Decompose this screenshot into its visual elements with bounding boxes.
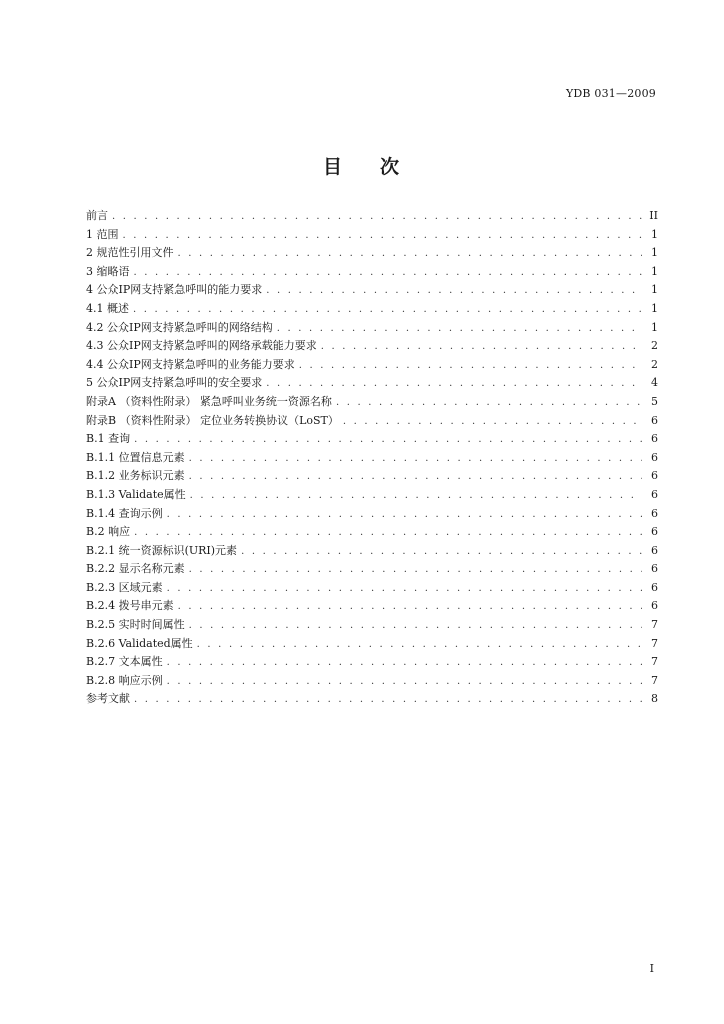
- toc-entry[interactable]: [86, 412, 658, 431]
- toc-entry[interactable]: [86, 337, 658, 356]
- toc-entry-page: 6: [651, 599, 658, 613]
- toc-leader-dots: [167, 580, 642, 599]
- toc-title-left: 目: [322, 156, 344, 178]
- document-code: YDB 031—2009: [565, 87, 656, 100]
- toc-entry-label: 前言: [86, 209, 108, 222]
- toc-entry-label: B.1.2 业务标识元素: [86, 469, 185, 483]
- toc-entry-label: 4.1 概述: [86, 301, 129, 315]
- toc-entry-label: B.2.3 区域元素: [86, 580, 163, 594]
- toc-leader-dots: [167, 506, 642, 525]
- toc-entry-page: 6: [651, 580, 658, 594]
- toc-entry-page: 6: [651, 432, 658, 446]
- toc-entry-page: 6: [651, 450, 658, 464]
- toc-entry[interactable]: [86, 226, 658, 245]
- toc-title-right: 次: [380, 156, 402, 178]
- toc-entry[interactable]: [86, 505, 658, 524]
- toc-entry-label: 1 范围: [86, 227, 119, 241]
- toc-leader-dots: [336, 394, 642, 413]
- toc-entry-page: 1: [651, 264, 658, 278]
- toc-leader-dots: [343, 413, 642, 432]
- toc-entry[interactable]: [86, 486, 658, 505]
- toc-entry-label: B.2.8 响应示例: [86, 673, 163, 687]
- toc-entry-page: 1: [651, 227, 658, 241]
- toc-leader-dots: [189, 450, 642, 469]
- toc-entry-label: 参考文献: [86, 692, 130, 706]
- toc-entry[interactable]: [86, 672, 658, 691]
- toc-entry[interactable]: [86, 300, 658, 319]
- toc-leader-dots: [189, 561, 642, 580]
- toc-entry-page: 6: [651, 469, 658, 483]
- toc-entry[interactable]: [86, 263, 658, 282]
- toc-entry-page: 7: [651, 618, 658, 632]
- toc-leader-dots: [266, 282, 642, 301]
- toc-leader-dots: [189, 468, 642, 487]
- toc-leader-dots: [134, 524, 642, 543]
- toc-entry-page: 1: [651, 246, 658, 260]
- toc-entry-page: 7: [651, 655, 658, 669]
- toc-entry-label: 5 公众IP网支持紧急呼叫的安全要求: [86, 376, 263, 390]
- toc-leader-dots: [123, 227, 643, 246]
- toc-entry-label: B.1.3 Validate属性: [86, 487, 186, 501]
- toc-entry-page: 6: [651, 562, 658, 576]
- toc-entry-label: 4.4 公众IP网支持紧急呼叫的业务能力要求: [86, 357, 295, 371]
- toc-entry-label: B.2 响应: [86, 525, 131, 539]
- toc-leader-dots: [178, 245, 643, 264]
- toc-leader-dots: [190, 487, 642, 506]
- toc-entry-label: B.1.1 位置信息元素: [86, 450, 185, 464]
- toc-entry-label: 3 缩略语: [86, 264, 130, 278]
- toc-entry-label: 4.3 公众IP网支持紧急呼叫的网络承载能力要求: [86, 339, 317, 353]
- toc-leader-dots: [134, 431, 642, 450]
- toc-entry-page: 1: [651, 320, 658, 334]
- toc-entry[interactable]: [86, 319, 658, 338]
- toc-entry-page: 7: [651, 673, 658, 687]
- toc-entry[interactable]: [86, 635, 658, 654]
- toc-leader-dots: [266, 375, 642, 394]
- toc-entry-page: 6: [651, 413, 658, 427]
- toc-entry-label: B.1 查询: [86, 432, 131, 446]
- toc-entry[interactable]: [86, 281, 658, 300]
- toc-entry-page: 2: [651, 339, 658, 353]
- toc-entry[interactable]: [86, 579, 658, 598]
- toc-leader-dots: [299, 357, 642, 376]
- toc-entry-page: 6: [651, 543, 658, 557]
- toc-leader-dots: [189, 617, 642, 636]
- toc-entry-label: B.2.7 文本属性: [86, 655, 163, 669]
- toc-list: [86, 207, 658, 709]
- toc-entry-page: 6: [651, 487, 658, 501]
- toc-entry-label: 附录A （资料性附录） 紧急呼叫业务统一资源名称: [86, 394, 332, 408]
- toc-leader-dots: [134, 264, 643, 283]
- toc-leader-dots: [277, 320, 642, 339]
- toc-entry-label: B.1.4 查询示例: [86, 506, 163, 520]
- toc-entry-label: B.2.6 Validated属性: [86, 636, 193, 650]
- toc-leader-dots: [197, 636, 642, 655]
- toc-entry[interactable]: [86, 449, 658, 468]
- toc-entry-page: II: [649, 209, 658, 222]
- toc-entry-label: 2 规范性引用文件: [86, 246, 174, 260]
- toc-entry-page: 6: [651, 506, 658, 520]
- toc-entry[interactable]: [86, 616, 658, 635]
- toc-leader-dots: [167, 673, 642, 692]
- toc-entry-page: 1: [651, 283, 658, 297]
- page-number: I: [649, 962, 654, 975]
- toc-entry[interactable]: [86, 207, 658, 226]
- toc-leader-dots: [167, 654, 642, 673]
- toc-entry[interactable]: [86, 374, 658, 393]
- toc-entry[interactable]: [86, 560, 658, 579]
- toc-entry-label: B.2.2 显示名称元素: [86, 562, 185, 576]
- toc-entry[interactable]: [86, 356, 658, 375]
- toc-entry[interactable]: [86, 597, 658, 616]
- toc-leader-dots: [321, 338, 642, 357]
- toc-leader-dots: [134, 691, 642, 710]
- toc-leader-dots: [133, 301, 642, 320]
- toc-entry[interactable]: [86, 523, 658, 542]
- toc-leader-dots: [241, 543, 642, 562]
- toc-entry-label: 4.2 公众IP网支持紧急呼叫的网络结构: [86, 320, 273, 334]
- toc-entry[interactable]: [86, 467, 658, 486]
- toc-entry-page: 8: [651, 692, 658, 706]
- toc-entry-page: 2: [651, 357, 658, 371]
- toc-entry[interactable]: [86, 393, 658, 412]
- toc-entry-page: 5: [651, 394, 658, 408]
- toc-entry-page: 4: [651, 376, 658, 390]
- toc-title: [0, 152, 724, 179]
- toc-leader-dots: [112, 208, 642, 227]
- toc-entry-label: 附录B （资料性附录） 定位业务转换协议（LoST）: [86, 413, 339, 427]
- toc-entry[interactable]: [86, 690, 658, 709]
- toc-entry-page: 7: [651, 636, 658, 650]
- toc-entry-page: 6: [651, 525, 658, 539]
- toc-entry-label: B.2.5 实时时间属性: [86, 618, 185, 632]
- toc-entry-label: B.2.1 统一资源标识(URI)元素: [86, 543, 238, 557]
- toc-entry[interactable]: [86, 244, 658, 263]
- toc-entry-page: 1: [651, 301, 658, 315]
- toc-entry[interactable]: [86, 653, 658, 672]
- toc-entry-label: 4 公众IP网支持紧急呼叫的能力要求: [86, 283, 263, 297]
- toc-entry[interactable]: [86, 430, 658, 449]
- toc-entry-label: B.2.4 拨号串元素: [86, 599, 174, 613]
- toc-leader-dots: [178, 598, 642, 617]
- toc-entry[interactable]: [86, 542, 658, 561]
